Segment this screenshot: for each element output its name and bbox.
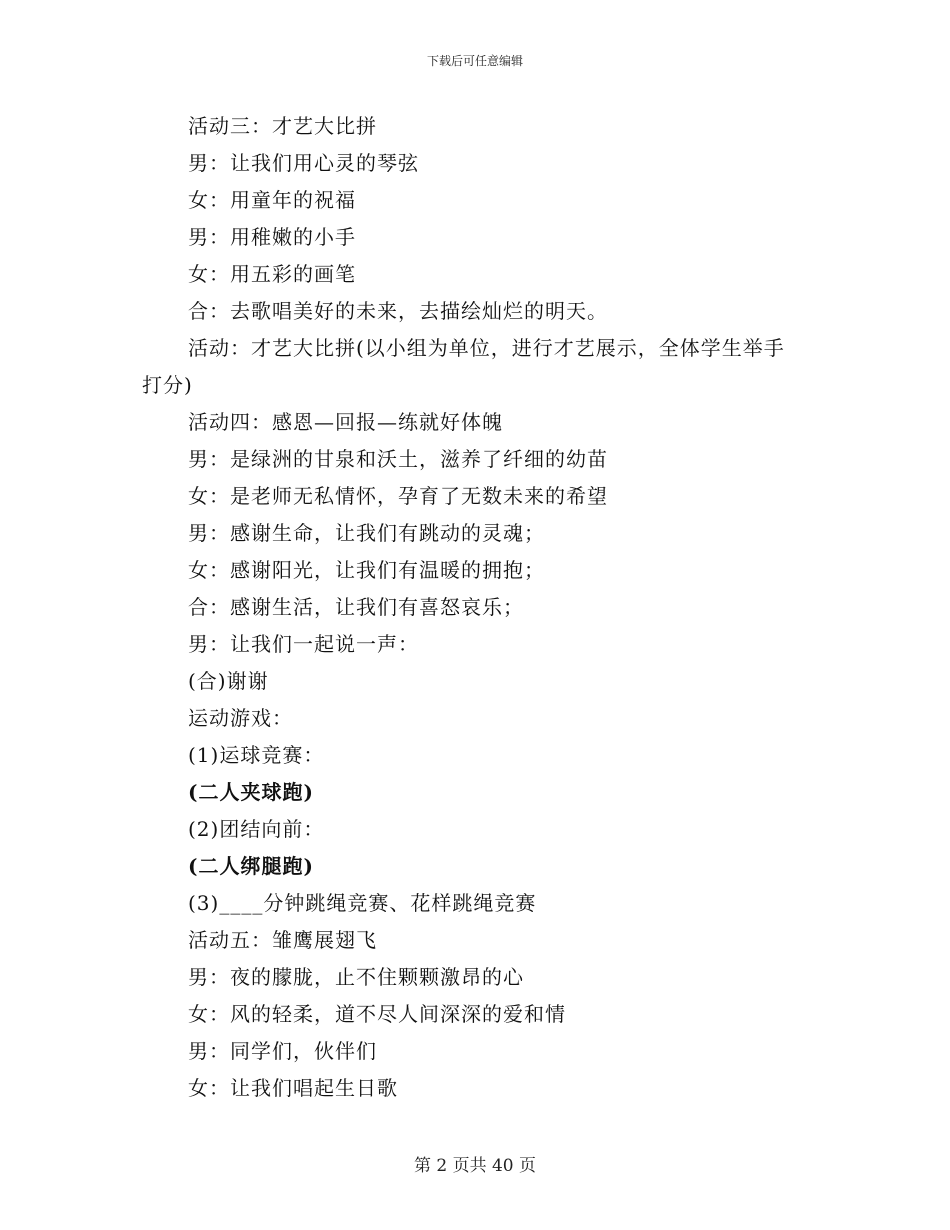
document-body xyxy=(142,108,812,1107)
game-item-3: (3)____分钟跳绳竞赛、花样跳绳竞赛 xyxy=(188,891,537,915)
sports-games-title: 运动游戏： xyxy=(188,706,293,730)
dialogue-line: 合：感谢生活，让我们有喜怒哀乐； xyxy=(188,595,524,619)
dialogue-line: 男：同学们，伙伴们 xyxy=(188,1039,377,1063)
page-footer: 第 2 页共 40 页 xyxy=(413,1156,537,1176)
dialogue-line: 女：让我们唱起生日歌 xyxy=(188,1076,398,1100)
page-header: 下载后可任意编辑 xyxy=(426,54,523,68)
dialogue-line: 合：去歌唱美好的未来，去描绘灿烂的明天。 xyxy=(188,299,608,323)
dialogue-line: (合)谢谢 xyxy=(188,669,269,693)
game-item-2: (2)团结向前： xyxy=(188,817,325,841)
dialogue-line: 女：是老师无私情怀，孕育了无数未来的希望 xyxy=(188,484,608,508)
game-item-1: (1)运球竞赛： xyxy=(188,743,325,767)
activity-description-continued: 打分) xyxy=(142,373,193,397)
section-title-activity-4: 活动四：感恩—回报—练就好体魄 xyxy=(188,410,503,434)
section-title-activity-5: 活动五：雏鹰展翅飞 xyxy=(188,928,377,952)
dialogue-line: 女：感谢阳光，让我们有温暖的拥抱； xyxy=(188,558,545,582)
game-item-2-detail: (二人绑腿跑) xyxy=(188,854,314,878)
dialogue-line: 女：用童年的祝福 xyxy=(188,188,356,212)
dialogue-line: 男：感谢生命，让我们有跳动的灵魂； xyxy=(188,521,545,545)
dialogue-line: 女：风的轻柔，道不尽人间深深的爱和情 xyxy=(188,1002,566,1026)
dialogue-line: 男：夜的朦胧，止不住颗颗激昂的心 xyxy=(188,965,524,989)
dialogue-line: 男：用稚嫩的小手 xyxy=(188,225,356,249)
dialogue-line: 男：是绿洲的甘泉和沃土，滋养了纤细的幼苗 xyxy=(188,447,608,471)
section-title-activity-3: 活动三：才艺大比拼 xyxy=(188,114,377,138)
dialogue-line: 女：用五彩的画笔 xyxy=(188,262,356,286)
game-item-1-detail: (二人夹球跑) xyxy=(188,780,314,804)
dialogue-line: 男：让我们一起说一声： xyxy=(188,632,419,656)
activity-description: 活动：才艺大比拼(以小组为单位，进行才艺展示，全体学生举手 xyxy=(188,336,785,360)
dialogue-line: 男：让我们用心灵的琴弦 xyxy=(188,151,419,175)
